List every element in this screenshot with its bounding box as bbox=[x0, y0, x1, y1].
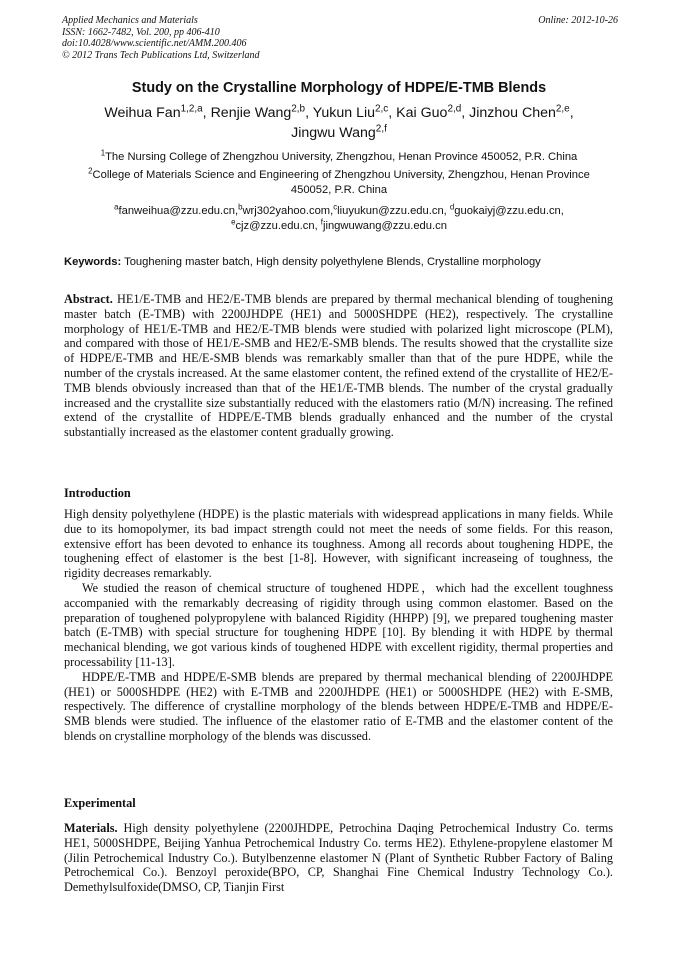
email[interactable]: $^f$jingwuwang@zzu.edu.cn bbox=[320, 216, 447, 232]
abstract bbox=[64, 292, 613, 440]
affiliation-1: $^1$The Nursing College of Zhengzhou University, Zhengzhou, Henan Province 450052, P.R. China bbox=[100, 148, 578, 163]
email[interactable]: $^d$guokaiyj@zzu.edu.cn bbox=[449, 202, 561, 217]
keywords: Keywords: Toughening master batch, High density polyethylene Blends, Crystalline morphology bbox=[64, 256, 541, 268]
materials-label: Materials. bbox=[64, 821, 118, 835]
author: Weihua Fan$^{1,2,a}$ bbox=[104, 103, 203, 121]
online-date: Online: 2012-10-26 bbox=[538, 15, 618, 26]
email[interactable]: $^a$fanweihua@zzu.edu.cn bbox=[114, 202, 235, 217]
doi-line: doi:10.4028/www.scientific.net/AMM.200.406 bbox=[62, 38, 247, 50]
paragraph: HDPE/E-TMB and HDPE/E-SMB blends are prepared by thermal mechanical blending of 2200JHDPE (HE1) or 5000SHDPE (HE2) with E-TMB and 2200JHDPE (HE1) or 5000SHDPE (HE2) with E-SMB, respectively. The difference of crystalline morphology of the blends between HDPE/E-TMB and HDPE/E-SMB blends were studied. The influence of the elastomer ratio of E-TMB and the elastomer content of the blends on crystalline morphology of the blends was discussed. bbox=[64, 669, 613, 743]
materials-text: High density polyethylene (2200JHDPE, Petrochina Daqing Petrochemical Industry Co. terms HE1, 5000SHDPE, Beijing Yanhua Petrochemical Industry Co. terms HE2). Ethylene-propylene elastomer M (Jilin Petrochemical Industry Co.). Butylbenzenne elastomer N (Plant of Synthetic Rubber Factory of Baling Petrochemical Co.). Benzoyl peroxide(BPO, CP, Shanghai Fine Chemical Industry Technology Co.). Demethylsulfoxide(DMSO, CP, Tianjin First bbox=[64, 821, 613, 895]
introduction-heading: Introduction bbox=[64, 486, 131, 500]
email-list: $^a$fanweihua@zzu.edu.cn,$^b$wrj302yahoo.com,$^c$liuyukun@zzu.edu.cn, $^d$guokaiyj@zzu.edu.cn, $^e$cjz@zzu.edu.cn, $^f$jingwuwang@zzu.edu.cn bbox=[114, 202, 564, 232]
experimental-section bbox=[64, 821, 613, 895]
issn-line: ISSN: 1662-7482, Vol. 200, pp 406-410 bbox=[62, 26, 220, 38]
journal-name: Applied Mechanics and Materials bbox=[62, 15, 198, 26]
email[interactable]: $^b$wrj302yahoo.com bbox=[238, 202, 331, 217]
paragraph: High density polyethylene (HDPE) is the plastic materials with widespread applications in many fields. While due to its homopolymer, its bad impact strength could not meet the needs of some fields. For this reason, extensive effort has been devoted to enhance its toughness. Among all records about toughening HDPE, the toughening effect of elastomer is the best [1-8]. However, with significant increaseing of toughness, the rigidity decreases remarkably. bbox=[64, 507, 613, 581]
author: Jingwu Wang$^{2,f}$ bbox=[291, 122, 387, 141]
paper-title: Study on the Crystalline Morphology of HDPE/E-TMB Blends bbox=[131, 80, 547, 96]
copyright-line: © 2012 Trans Tech Publications Ltd, Switzerland bbox=[62, 49, 260, 61]
author: Yukun Liu$^{2,c}$ bbox=[312, 103, 389, 121]
author: Jinzhou Chen$^{2,e}$ bbox=[469, 103, 570, 121]
experimental-heading: Experimental bbox=[64, 796, 136, 810]
author: Renjie Wang$^{2,b}$ bbox=[210, 103, 306, 121]
email[interactable]: $^e$cjz@zzu.edu.cn bbox=[231, 216, 315, 232]
affiliation-2: $^2$College of Materials Science and Engineering of Zhengzhou University, Zhengzhou, Henan Province 450052, P.R. China bbox=[88, 166, 590, 196]
paragraph: We studied the reason of chemical structure of toughened HDPE，which had the excellent toughness accompanied with the remarkably decreasing of rigidity through using common elastomer. Based on the preparation of toughened polypropylene with balanced Rigidity (HHPP) [9], we prepared toughening master batch (E-TMB) with special structure for toughening HDPE [10]. By blending it with HDPE by thermal mechanical blending, we got various kinds of toughened HDPE with excellent rigidity, thermal properties and processability [11-13]. bbox=[64, 580, 613, 669]
author: Kai Guo$^{2,d}$ bbox=[396, 103, 462, 121]
abstract-text: HE1/E-TMB and HE2/E-TMB blends are prepared by thermal mechanical blending of toughening master batch (E-TMB) with 2200JHDPE (HE1) and 5000SHDPE (HE2), respectively. The crystalline morphology of HE1/E-TMB and HE2/E-TMB blends were studied with polarized light microscope (PLM), and compared with those of HE1/E-SMB and HE2/E-SMB blends. The results showed that the crystallite size of HDPE/E-TMB and HE/E-SMB blends was remarkably smaller than that of the pure HDPE, while the number of the crystals increased. At the same elastomer content, the refined extend of the crystallite of HE2/E-TMB blends obviously increased than that of the HE1/E-TMB blends. The number of the crystal gradually increased and the crystallite size substantially reduced with the elastomers ratio (M/N) increasing. The refined extend of the crystallite of HDPE/E-TMB blends gradually enhanced and the number of the crystal substantially increased as the elastomer content gradually growing. bbox=[64, 292, 614, 440]
abstract-label: Abstract. bbox=[64, 292, 113, 306]
author-list: Weihua Fan$^{1,2,a}$, Renjie Wang$^{2,b}$, Yukun Liu$^{2,c}$, Kai Guo$^{2,d}$, Jinzhou Chen$^{2,e}$, Jingwu Wang$^{2,f}$ bbox=[104, 103, 574, 141]
introduction-section bbox=[64, 507, 613, 744]
email[interactable]: $^c$liuyukun@zzu.edu.cn bbox=[333, 202, 444, 217]
journal-header bbox=[62, 15, 618, 61]
